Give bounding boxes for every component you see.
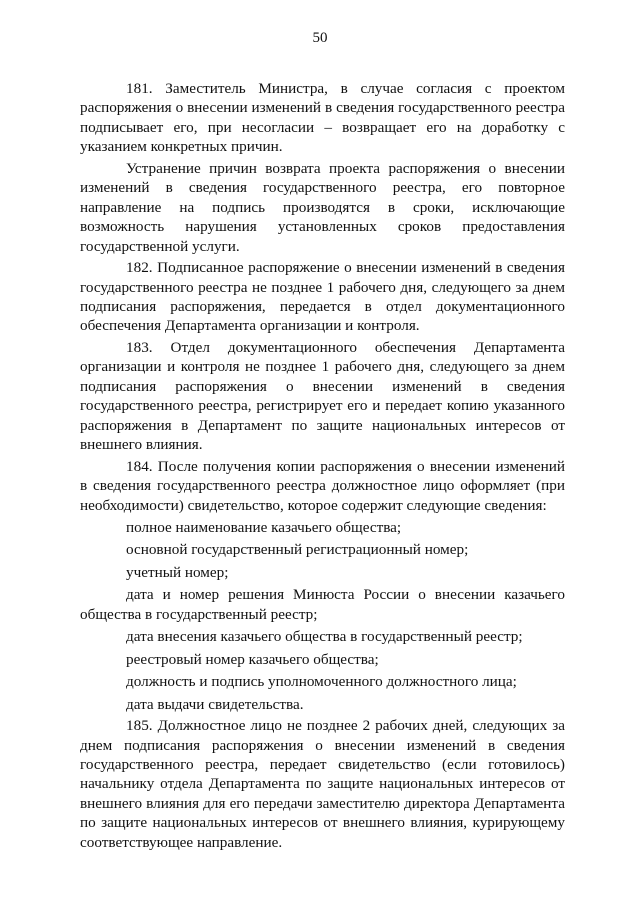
- page-number: 50: [312, 30, 328, 46]
- document-body: [80, 79, 565, 852]
- paragraph-182: 182. Подписанное распоряжение о внесении изменений в сведения государственного реестра не позднее 1 рабочего дня, следующего за днем подписания распоряжения, передается в отдел документационного обеспечения Департамента организации и контроля.: [80, 259, 565, 335]
- certificate-item-issue-date: дата выдачи свидетельства.: [126, 695, 304, 713]
- certificate-item-decision: дата и номер решения Минюста России о внесении казачьего общества в государственный реестр;: [80, 586, 565, 623]
- certificate-item-account-number: учетный номер;: [126, 563, 229, 581]
- certificate-item-official-signature: должность и подпись уполномоченного должностного лица;: [126, 673, 517, 691]
- certificate-item-full-name: полное наименование казачьего общества;: [126, 518, 402, 536]
- certificate-item-ogrn: основной государственный регистрационный номер;: [126, 541, 469, 559]
- certificate-item-entry-date: дата внесения казачьего общества в государственный реестр;: [126, 628, 523, 646]
- paragraph-183: 183. Отдел документационного обеспечения Департамента организации и контроля не позднее 1 рабочего дня, следующего за днем подписания распоряжения о внесении изменений в сведения государственного реестра, регистрирует его и передает копию указанного распоряжения в Департамент по защите национальных интересов от внешнего влияния.: [80, 338, 565, 454]
- paragraph-184: 184. После получения копии распоряжения о внесении изменений в сведения государственного реестра должностное лицо оформляет (при необходимости) свидетельство, которое содержит следующие сведения:: [80, 457, 565, 514]
- paragraph-181: 181. Заместитель Министра, в случае согласия с проектом распоряжения о внесении изменений в сведения государственного реестра подписывает его, при несогласии – возвращает его на доработку с указанием конкретных причин.: [80, 80, 565, 156]
- paragraph-181-continued: Устранение причин возврата проекта распоряжения о внесении изменений в сведения государственного реестра, его повторное направление на подпись производятся в сроки, исключающие возможность нарушения установленных сроков предоставления государственной услуги.: [80, 159, 565, 255]
- certificate-item-registry-number: реестровый номер казачьего общества;: [126, 650, 379, 668]
- paragraph-185: 185. Должностное лицо не позднее 2 рабочих дней, следующих за днем подписания распоряжения о внесении изменений в сведения государственного реестра, передает свидетельство (если готовилось) начальнику отдела Департамента по защите национальных интересов от внешнего влияния для его передачи заместителю директора Департамента по защите национальных интересов от внешнего влияния, курирующему соответствующее направление.: [80, 717, 565, 851]
